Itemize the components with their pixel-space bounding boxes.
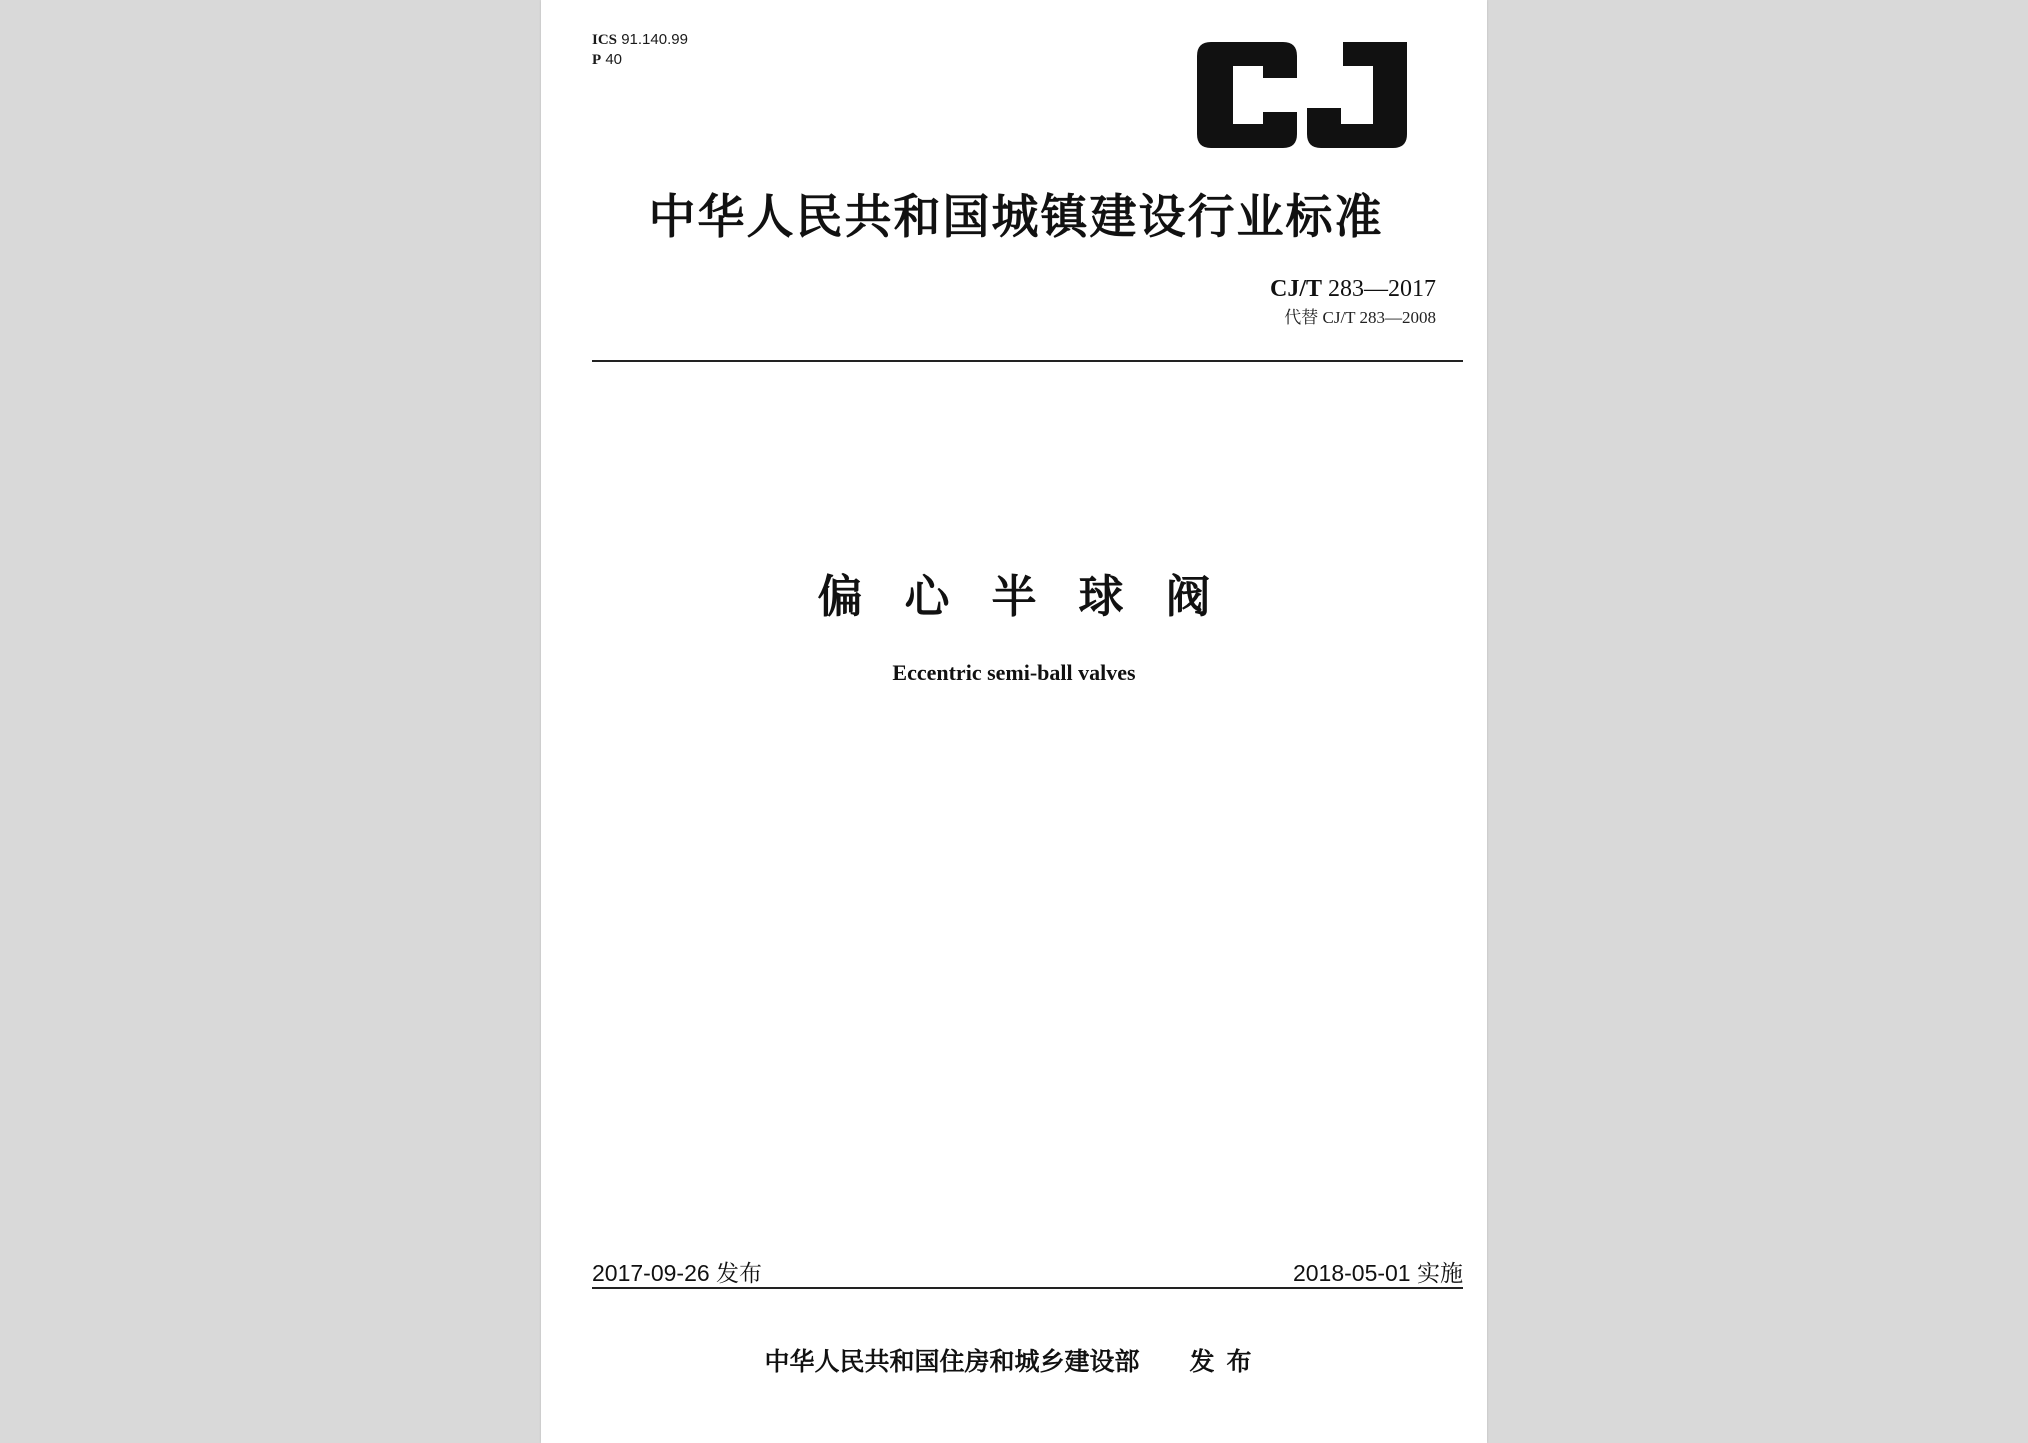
ics-label: ICS bbox=[592, 32, 618, 48]
header-divider bbox=[592, 360, 1463, 362]
publish-date bbox=[592, 1255, 762, 1288]
publish-label: 发布 bbox=[716, 1260, 763, 1286]
class-line bbox=[592, 50, 688, 70]
footer-divider bbox=[592, 1287, 1463, 1289]
standard-number bbox=[1270, 276, 1436, 303]
cj-logo bbox=[1197, 42, 1407, 148]
classification-codes bbox=[592, 30, 688, 70]
document-title-cn: 偏心半球阀 bbox=[817, 570, 1253, 623]
implement-label: 实施 bbox=[1417, 1260, 1463, 1286]
issuer-name: 中华人民共和国住房和城乡建设部 bbox=[764, 1347, 1140, 1376]
implement-date-value: 2018-05-01 bbox=[1292, 1260, 1411, 1286]
class-code: 40 bbox=[605, 51, 623, 68]
standard-number-value: 283—2017 bbox=[1328, 276, 1436, 302]
ics-line bbox=[592, 30, 688, 50]
standard-title: 中华人民共和国城镇建设行业标准 bbox=[648, 190, 1384, 245]
replaces-line bbox=[1284, 303, 1436, 328]
publish-date-value: 2017-09-26 bbox=[592, 1260, 710, 1286]
standard-prefix: CJ/T bbox=[1269, 276, 1322, 302]
replaces-label: 代替 bbox=[1284, 308, 1319, 327]
ics-code: 91.140.99 bbox=[621, 31, 688, 48]
implement-date bbox=[1293, 1255, 1463, 1288]
issuer-line bbox=[541, 1342, 1487, 1378]
document-page bbox=[541, 0, 1487, 1443]
document-title-en: Eccentric semi-ball valves bbox=[892, 660, 1136, 685]
class-label: P bbox=[592, 52, 602, 68]
replaces-number: CJ/T 283—2008 bbox=[1322, 308, 1436, 327]
issuer-action: 发布 bbox=[1189, 1347, 1264, 1376]
